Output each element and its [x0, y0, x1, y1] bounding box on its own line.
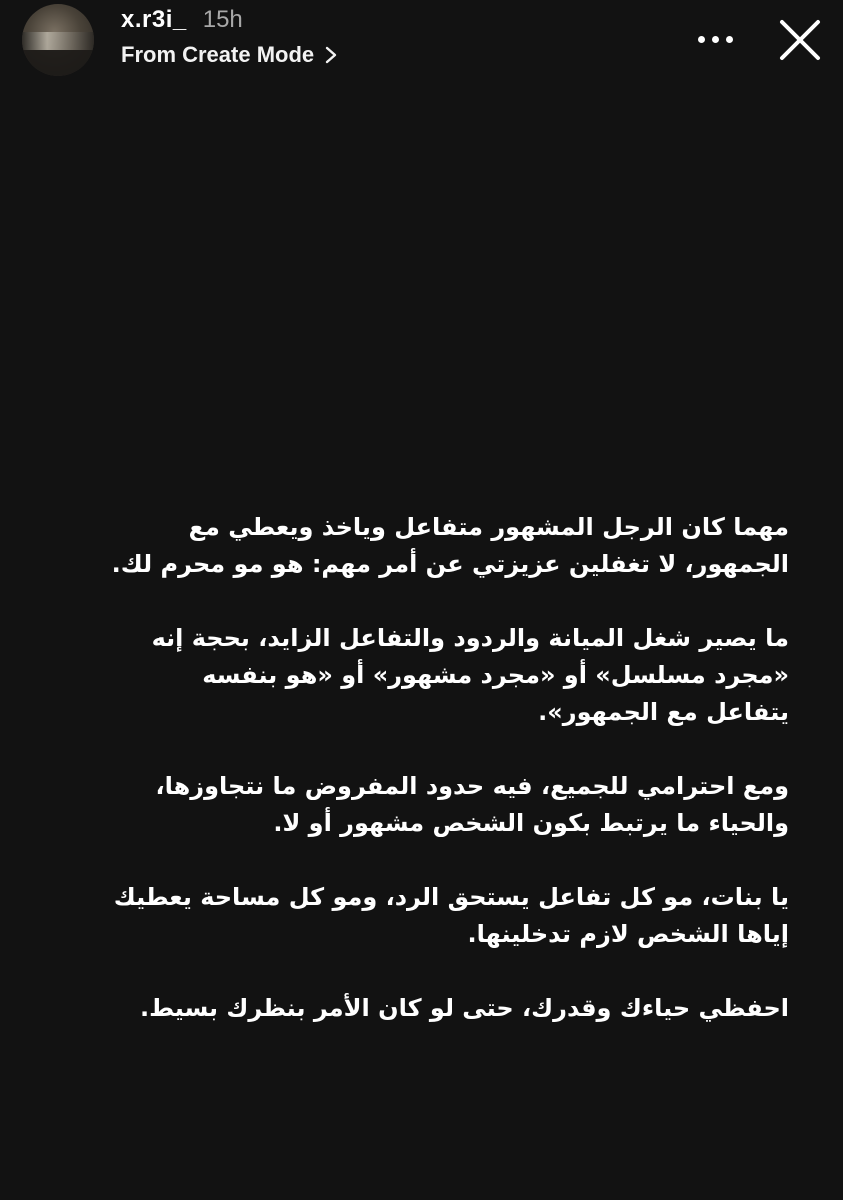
story-line: الجمهور، لا تغفلين عزيزتي عن أمر مهم: هو مو محرم لك.	[111, 550, 789, 578]
story-paragraph	[49, 509, 789, 583]
avatar[interactable]	[22, 4, 94, 76]
story-line: إياها الشخص لازم تدخلينها.	[467, 920, 789, 948]
story-line: ومع احترامي للجميع، فيه حدود المفروض ما نتجاوزها،	[155, 772, 789, 800]
create-mode-label: From Create Mode	[121, 42, 315, 67]
story-paragraph	[49, 768, 789, 842]
story-text	[49, 509, 789, 1027]
meta-row	[121, 6, 338, 34]
story-paragraph	[49, 990, 789, 1027]
more-options-icon-dot	[726, 36, 733, 43]
username[interactable]: x.r3i_	[121, 6, 187, 33]
story-line: والحياء ما يرتبط بكون الشخص مشهور أو لا.	[273, 809, 789, 837]
avatar-photo-shade	[22, 50, 94, 76]
more-options-icon-dot	[712, 36, 719, 43]
timestamp: 15h	[202, 6, 243, 33]
story-line: ما يصير شغل الميانة والردود والتفاعل الزايد، بحجة إنه	[151, 624, 789, 652]
close-icon	[770, 10, 830, 70]
story-meta	[121, 6, 338, 68]
story-line: مهما كان الرجل المشهور متفاعل وياخذ ويعطي مع	[188, 513, 789, 541]
more-options-icon	[698, 36, 705, 43]
avatar-photo	[22, 32, 94, 50]
story-paragraph	[49, 620, 789, 731]
story-header	[0, 0, 843, 100]
story-line: يا بنات، مو كل تفاعل يستحق الرد، ومو كل مساحة يعطيك	[113, 883, 789, 911]
more-options-button[interactable]	[690, 22, 740, 56]
close-button[interactable]	[770, 10, 830, 70]
chevron-right-icon	[324, 46, 338, 64]
story-line: احفظي حياءك وقدرك، حتى لو كان الأمر بنظرك بسيط.	[139, 994, 789, 1022]
story-line: يتفاعل مع الجمهور».	[538, 698, 789, 726]
story-paragraph	[49, 879, 789, 953]
story-line: «مجرد مسلسل» أو «مجرد مشهور» أو «هو بنفسه	[202, 661, 789, 689]
create-mode-link[interactable]	[121, 42, 338, 68]
